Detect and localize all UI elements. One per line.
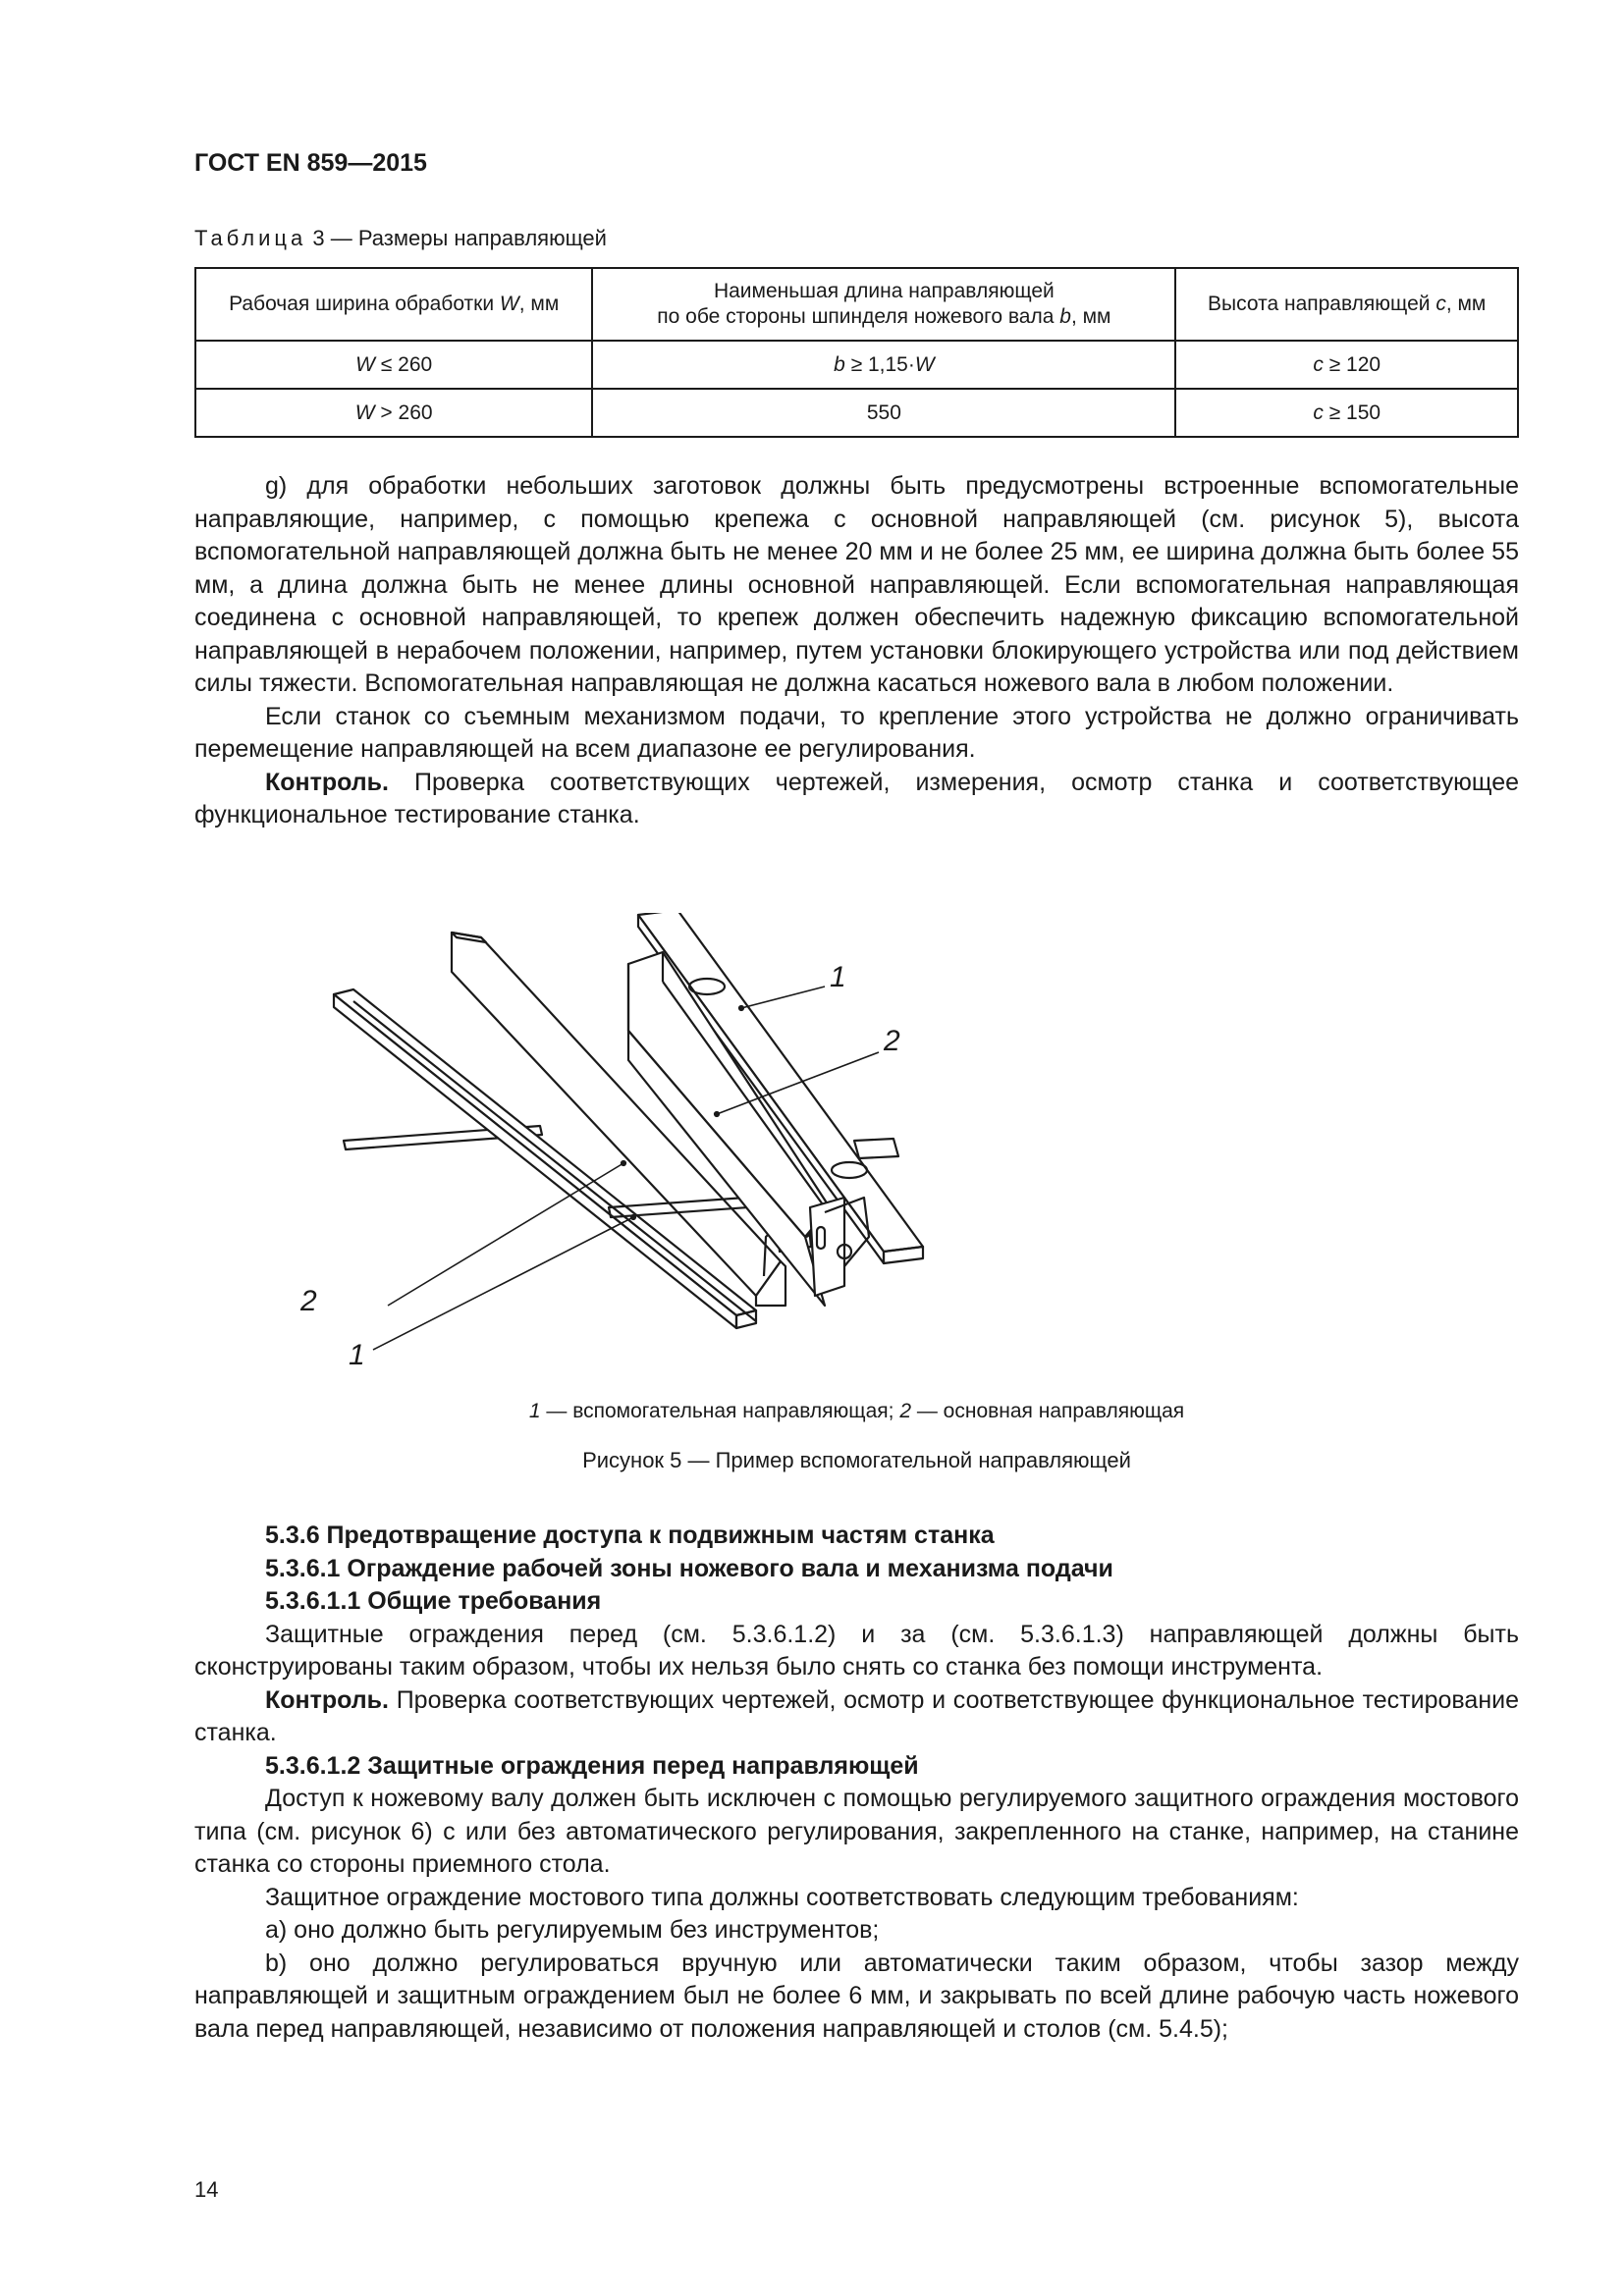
heading-5-3-6-1-2: 5.3.6.1.2 Защитные ограждения перед направляющей [265,1751,919,1780]
right-label-2: 2 [884,1025,900,1057]
table-header-row [195,268,1518,341]
paragraph-a: a) оно должно быть регулируемым без инструментов; [265,1916,880,1944]
paragraph-b: b) оно должно регулироваться вручную или автоматически таким образом, чтобы зазор между направляющей и защитным ограждением был не более 6 мм, и закрывать по всей длине рабочую часть ножевого вала перед направляющей, независимо от положения направляющей и столов (см. 5.4.5); [194,1949,1519,2043]
table-row [195,389,1518,437]
paragraph-access: Доступ к ножевому валу должен быть исключен с помощью регулируемого защитного ограждения мостового типа (см. рисунок 6) с или без автоматического регулирования, закрепленного на станке, например, на станине станка со стороны приемного стола. [194,1785,1519,1878]
dimensions-table [194,267,1519,438]
document-header: ГОСТ EN 859—2015 [194,149,427,177]
header-working-width: Рабочая ширина обработки W, мм [195,268,592,341]
paragraph-guards: Защитные ограждения перед (см. 5.3.6.1.2) и за (см. 5.3.6.1.3) направляющей должны быть сконструированы таким образом, чтобы их нельзя было снять со станка без помощи инструмента. [194,1620,1519,1681]
heading-5-3-6: 5.3.6 Предотвращение доступа к подвижным частям станка [265,1522,995,1549]
cell-width: W > 260 [195,389,592,437]
header-height: Высота направляющей c, мм [1175,268,1518,341]
table-caption-label: Таблица [194,226,307,250]
body-text-top [194,470,1519,832]
table-caption [194,226,607,251]
figure-legend: 1 — вспомогательная направляющая; 2 — основная направляющая [528,1400,1185,1422]
paragraph-bridge-req: Защитное ограждение мостового типа должны соответствовать следующим требованиям: [265,1883,1299,1911]
cell-length: b ≥ 1,15·W [592,341,1175,389]
cell-height: c ≥ 150 [1175,389,1518,437]
right-label-1: 1 [830,961,846,993]
paragraph-g: g) для обработки небольших заготовок должны быть предусмотрены встроенные вспомогательные направляющие, например, с помощью крепежа с основной направляющей (см. рисунок 5), высота вспомогательной направляющей должна быть не менее 20 мм и не более 25 мм, ее ширина должна быть более 55 мм, а длина должна быть не менее длины основной направляющей. Если вспомогательная направляющая соединена с основной направляющей, то крепеж должен обеспечить надежную фиксацию вспомогательной направляющей в нерабочем положении, например, путем установки блокирующего устройства или под действием силы тяжести. Вспомогательная направляющая не должна касаться ножевого вала в любом положении. [194,472,1519,697]
header-min-length: Наименьшая длина направляющей по обе стороны шпинделя ножевого вала b, мм [592,268,1175,341]
cell-height: c ≥ 120 [1175,341,1518,389]
table-row [195,341,1518,389]
cell-length: 550 [592,389,1175,437]
heading-5-3-6-1-1: 5.3.6.1.1 Общие требования [265,1587,602,1615]
body-text-bottom [194,1520,1519,2046]
paragraph-feed: Если станок со съемным механизмом подачи, то крепление этого устройства не должно ограничивать перемещение направляющей на всем диапазоне ее регулирования. [194,702,1519,763]
figure-5-drawing [295,913,1424,1374]
left-label-2: 2 [300,1285,317,1317]
paragraph-control-2: Контроль. Проверка соответствующих чертежей, осмотр и соответствующее функциональное тестирование станка. [194,1685,1519,1746]
figure-title: Рисунок 5 — Пример вспомогательной направляющей [582,1448,1131,1472]
cell-width: W ≤ 260 [195,341,592,389]
paragraph-control: Контроль. Проверка соответствующих чертежей, измерения, осмотр станка и соответствующее функциональное тестирование станка. [194,768,1519,828]
page-number: 14 [194,2177,219,2202]
heading-5-3-6-1: 5.3.6.1 Ограждение рабочей зоны ножевого вала и механизма подачи [265,1554,1113,1582]
left-label-1: 1 [349,1339,365,1371]
table-caption-title: 3 — Размеры направляющей [306,226,607,250]
